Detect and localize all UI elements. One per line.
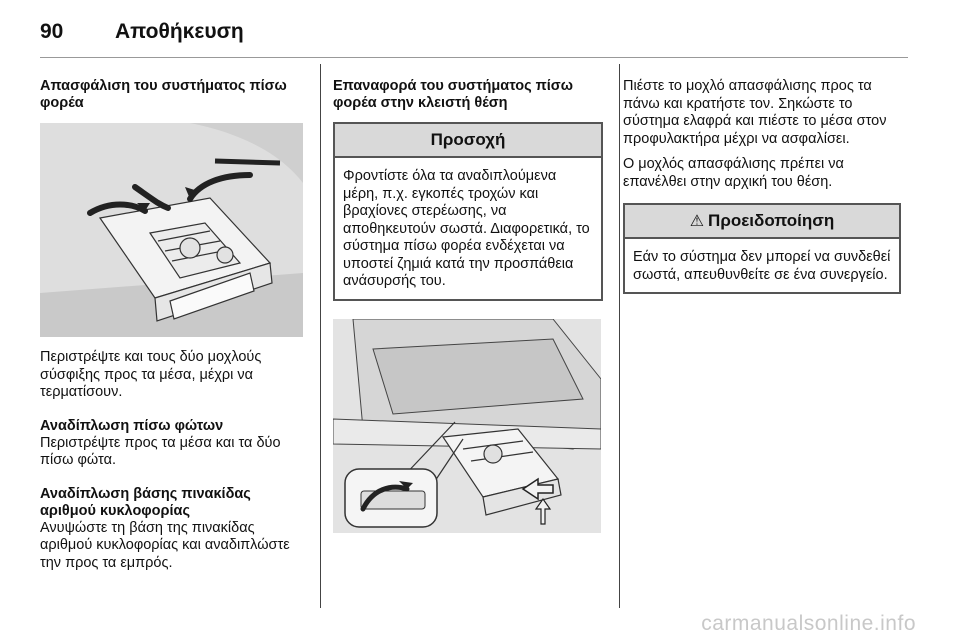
paragraph: Πιέστε το μοχλό απασφάλισης προς τα πάνω και κρατήστε τον. Σηκώστε το σύστημα ελαφρά και πιέστε το μέσα στον προφυλακτήρα μέχρι να ασφαλίσει.	[623, 78, 887, 147]
section-heading-license-plate: Αναδίπλωση βάσης πινακίδας αριθμού κυκλοφορίας	[40, 485, 251, 519]
column-divider	[320, 64, 321, 608]
paragraph: Ο μοχλός απασφάλισης πρέπει να επανέλθει στην αρχική του θέση.	[623, 156, 844, 190]
column-divider	[619, 64, 620, 608]
paragraph: Περιστρέψτε και τους δύο μοχλούς σύσφιξης προς τα μέσα, μέχρι να τερματίσουν.	[40, 349, 262, 400]
watermark: carmanualsonline.info	[701, 612, 916, 635]
warning-header	[625, 205, 899, 239]
warning-triangle-icon: ⚠	[689, 213, 705, 230]
caution-title: Προσοχή	[335, 124, 601, 158]
warning-text: Εάν το σύστημα δεν μπορεί να συνδεθεί σωστά, απευθυνθείτε σε ένα συνεργείο.	[633, 249, 891, 283]
illustration-carrier-unlock	[40, 123, 303, 337]
paragraph: Περιστρέψτε προς τα μέσα και τα δύο πίσω φώτα.	[40, 434, 281, 468]
section-heading-rear-lights: Αναδίπλωση πίσω φώτων	[40, 417, 224, 434]
column-1	[40, 78, 305, 572]
page-title: Αποθήκευση	[115, 20, 244, 43]
column-3	[623, 78, 901, 294]
warning-box	[623, 203, 901, 294]
paragraph: Ανυψώστε τη βάση της πινακίδας αριθμού κυκλοφορίας και αναδιπλώστε την προς τα εμπρός.	[40, 519, 290, 571]
caution-box	[333, 122, 603, 301]
section-heading-unlock: Απασφάλιση του συστήματος πίσω φορέα	[40, 78, 287, 111]
page-number: 90	[40, 20, 64, 43]
section-heading-close: Επαναφορά του συστήματος πίσω φορέα στην κλειστή θέση	[333, 78, 573, 111]
illustration-carrier-close	[333, 319, 601, 533]
warning-title: Προειδοποίηση	[708, 211, 835, 230]
caution-text: Φροντίστε όλα τα αναδιπλούμενα μέρη, π.χ. εγκοπές τροχών και βραχίονες στερέωσης, να αποθηκευτούν σωστά. Διαφορετικά, το σύστημα πίσω φορέα ενδέχεται να υποστεί ζημιά κατά την προσπάθεια ανάσυρσής του.	[343, 168, 590, 289]
header-rule	[40, 57, 908, 58]
column-2	[333, 78, 603, 533]
